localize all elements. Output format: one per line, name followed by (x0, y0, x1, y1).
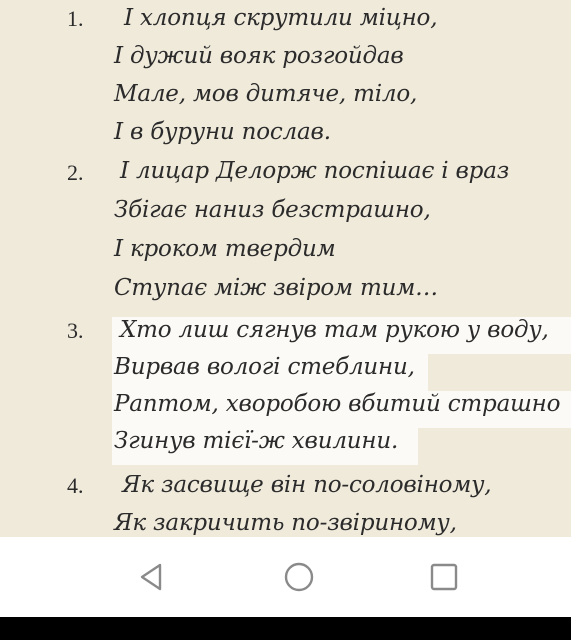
poem-line: І лицар Делорж поспішає і враз (120, 158, 510, 184)
poem-line: І в буруни послав. (114, 119, 331, 145)
poem-line: Як закричить по-звіриному, (114, 510, 457, 536)
back-triangle-icon (132, 557, 172, 597)
recents-square-icon (424, 557, 464, 597)
poem-line: Хто лиш сягнув там рукою у воду, (120, 317, 549, 343)
home-button[interactable] (279, 557, 319, 597)
stanza-number: 1. (67, 6, 84, 31)
bottom-black-strip (0, 617, 571, 640)
stanza-number: 3. (67, 318, 84, 343)
poem-line: І кроком твердим (114, 236, 336, 262)
poem-line: Збігає наниз безстрашно, (114, 197, 431, 223)
poem-line: Мале, мов дитяче, тіло, (114, 81, 418, 107)
recents-button[interactable] (424, 557, 464, 597)
poem-line: І дужий вояк розгойдав (114, 43, 404, 69)
poem-line: І хлопця скрутили міцно, (124, 5, 438, 31)
poem-line: Вирвав вологі стеблини, (114, 354, 415, 380)
home-circle-icon (279, 557, 319, 597)
system-navigation-bar (0, 537, 571, 617)
poem-line: Ступає між звіром тим… (114, 275, 438, 301)
poem-line: Згинув тієї-ж хвилини. (114, 428, 399, 454)
poem-line: Раптом, хворобою вбитий страшно (114, 391, 561, 417)
poem-line: Як засвище він по-соловіному, (122, 472, 492, 498)
stanza-number: 2. (67, 160, 84, 185)
stanza-number: 4. (67, 473, 84, 498)
back-button[interactable] (132, 557, 172, 597)
